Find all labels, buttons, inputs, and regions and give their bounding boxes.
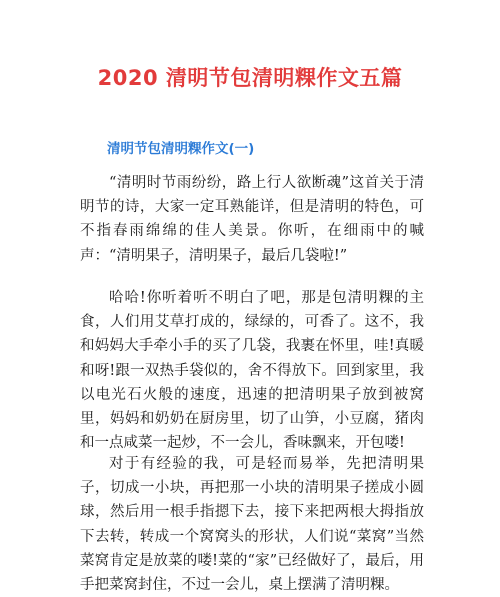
paragraph-3: 对于有经验的我，可是轻而易举，先把清明果子，切成一小块，再把那一小块的清明果子搓成小圆球，然后用一根手指摁下去，接下来把两根大拇指放下去转，转成一个窝窝头的形状，人们说“菜窝”当然菜窝肯定是放菜的喽!菜的“家”已经做好了，最后，用手把菜窝封住，不过一会儿，桌上摆满了清明粿。	[80, 456, 424, 594]
paragraph-1: “清明时节雨纷纷，路上行人欲断魂”这首关于清明节的诗，大家一定耳熟能详，但是清明的特色，可不指春雨绵绵的佳人美景。你听，在细雨中的喊声：“清明果子，清明果子，最后几袋啦!”	[80, 175, 424, 264]
document-title: 2020 清明节包清明粿作文五篇	[97, 66, 403, 90]
paragraph-2: 哈哈!你听着听不明白了吧，那是包清明粿的主食，人们用艾草打成的，绿绿的，可香了。这不，我和妈妈大手牵小手的买了几袋，我裹在怀里，哇!真暖和呀!跟一双热手袋似的，舍不得放下。回到家里，我以电光石火般的速度，迅速的把清明果子放到被窝里，妈妈和奶奶在厨房里，切了山笋，小豆腐，猪肉和一点咸菜一起炒，不一会儿，香味飘来，开包喽!	[80, 290, 424, 452]
section-heading: 清明节包清明粿作文(一)	[107, 141, 255, 157]
